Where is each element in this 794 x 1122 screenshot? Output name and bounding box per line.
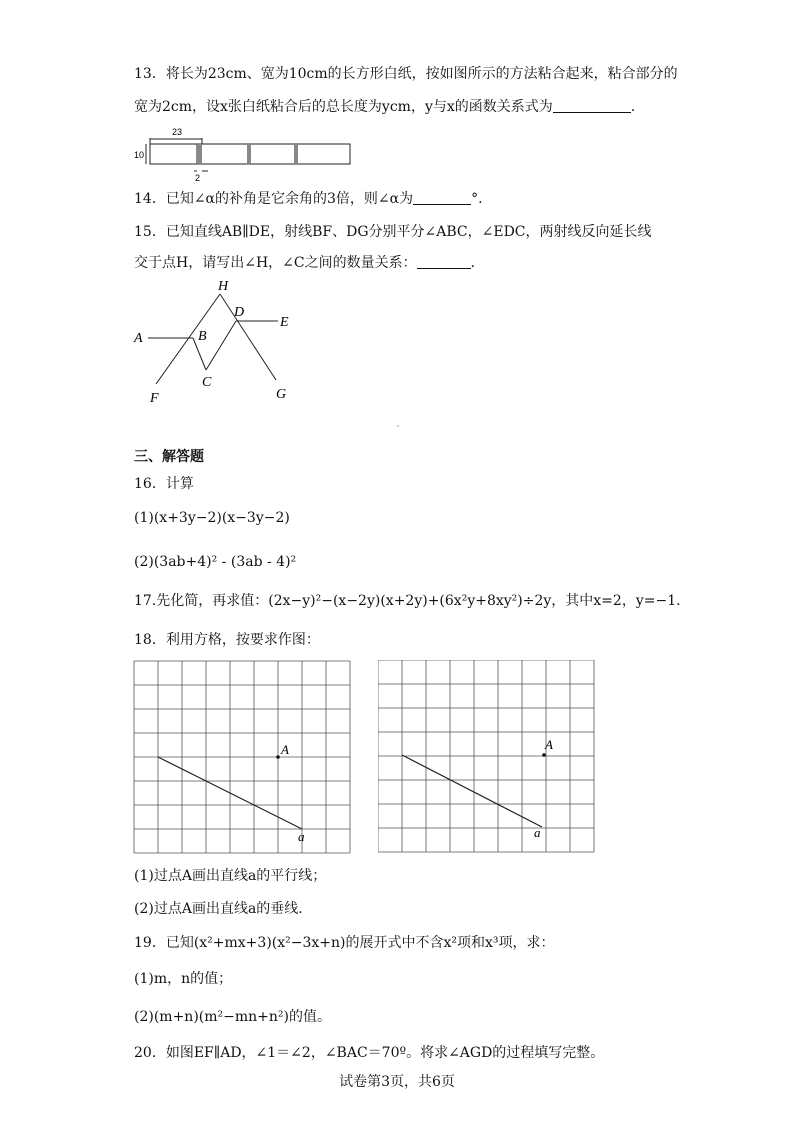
- q20-text: 20．如图EF∥AD，∠1＝∠2，∠BAC＝70º。将求∠AGD的过程填写完整。: [134, 1045, 605, 1061]
- q13-strip-figure: [132, 124, 354, 182]
- glue-zone-3: [294, 144, 298, 164]
- q15-line2-text: 交于点H，请写出∠H，∠C之间的数量关系：: [134, 255, 417, 271]
- q14-text: 14．已知∠α的补角是它余角的3倍，则∠α为: [134, 191, 414, 207]
- q13-answer-blank: [553, 98, 631, 113]
- q13-line1: 13．将长为23cm、宽为10cm的长方形白纸，按如图所示的方法粘合起来，粘合部分的: [134, 66, 678, 82]
- q18-title: 18．利用方格，按要求作图：: [134, 632, 320, 648]
- q15-line2: [134, 253, 475, 273]
- label-G: G: [276, 387, 287, 402]
- q13-line2-end: .: [630, 99, 636, 115]
- label-A-left: A: [281, 742, 289, 757]
- glue-zone-1: [197, 144, 202, 164]
- q16-title: 16．计算: [134, 476, 194, 492]
- label-D: D: [234, 305, 245, 320]
- label-A: A: [134, 331, 143, 346]
- label-B: B: [198, 329, 207, 344]
- ray-BF: [156, 294, 220, 384]
- glue-label: 2: [195, 173, 201, 182]
- label-F: F: [150, 391, 159, 406]
- q18-grid-right: [378, 660, 600, 860]
- q14-line: [134, 189, 483, 209]
- q19-part2: (2)(m+n)(m²−mn+n²)的值。: [134, 1009, 331, 1025]
- line-a-right: [402, 755, 542, 827]
- q19-part1: (1)m，n的值；: [134, 971, 233, 987]
- q14-suffix: °.: [471, 191, 483, 207]
- len-label: 23: [172, 127, 183, 137]
- section-title: 三、解答题: [134, 449, 204, 465]
- q18-grid-left: [132, 660, 354, 860]
- q16-part1: (1)(x+3y−2)(x−3y−2): [134, 510, 290, 526]
- q13-line2-text: 宽为2cm，设x张白纸粘合后的总长度为ycm，y与x的函数关系式为: [134, 99, 553, 115]
- grid-lines-left: [134, 661, 350, 853]
- grid-lines-right: [378, 660, 594, 852]
- point-A-right: [542, 753, 546, 757]
- label-E: E: [280, 315, 289, 330]
- glue-zone-2: [247, 144, 251, 164]
- page-footer: 试卷第3页，共6页: [339, 1074, 455, 1090]
- q16-part2: (2)(3ab+4)² - (3ab - 4)²: [134, 554, 297, 570]
- stray-dot: [397, 425, 399, 427]
- ray-DG: [220, 294, 276, 380]
- q15-geometry-figure: [128, 274, 308, 406]
- label-C: C: [202, 375, 212, 390]
- label-H: H: [218, 279, 229, 294]
- q19-text: 19．已知(x²+mx+3)(x²−3x+n)的展开式中不含x²项和x³项，求：: [134, 935, 555, 951]
- point-A-left: [276, 755, 280, 759]
- width-label: 10: [134, 150, 145, 160]
- q15-answer-blank: [417, 254, 471, 269]
- q18-part2: (2)过点A画出直线a的垂线.: [134, 901, 303, 917]
- segment-CD: [206, 321, 236, 370]
- q17-text: 17.先化简，再求值：(2x−y)²−(x−2y)(x+2y)+(6x²y+8xy²)÷2y，其中x=2，y=−1.: [134, 593, 681, 609]
- label-A-right: A: [545, 737, 553, 752]
- q18-part1: (1)过点A画出直线a的平行线；: [134, 868, 327, 884]
- q14-answer-blank: [413, 190, 471, 205]
- q15-line1: 15．已知直线AB∥DE，射线BF、DG分别平分∠ABC，∠EDC，两射线反向延长线: [134, 224, 652, 240]
- q15-line2-end: .: [470, 255, 476, 271]
- label-a-right: a: [534, 825, 541, 840]
- label-a-left: a: [298, 829, 305, 844]
- q13-line2: [134, 97, 635, 117]
